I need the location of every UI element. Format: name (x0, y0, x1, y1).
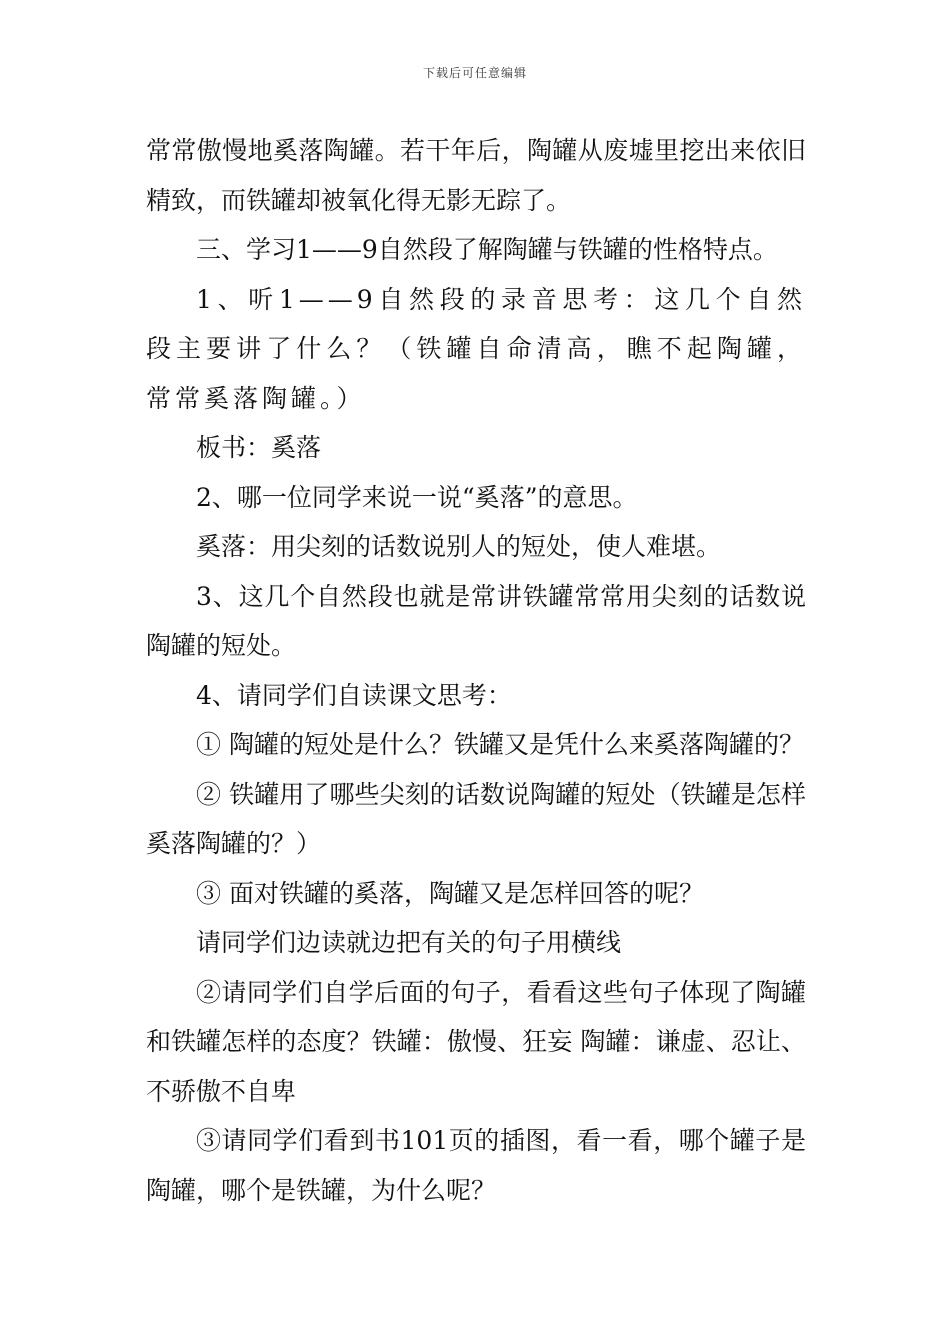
paragraph-4: 板书：奚落 (196, 433, 322, 462)
page-header: 下载后可任意编辑 (422, 66, 527, 80)
paragraph-9: ① 陶罐的短处是什么？铁罐又是凭什么来奚落陶罐的？ (196, 730, 804, 759)
paragraph-5: 2、哪一位同学来说一说“奚落”的意思。 (196, 482, 638, 512)
paragraph-1: 常常傲慢地奚落陶罐。若干年后，陶罐从废墟里挖出来依旧精致，而铁罐却被氧化得无影无踪了。 (146, 136, 806, 215)
paragraph-6: 奚落：用尖刻的话数说别人的短处，使人难堪。 (196, 532, 722, 561)
paragraph-7: 3、这几个自然段也就是常讲铁罐常常用尖刻的话数说陶罐的短处。 (146, 581, 806, 660)
paragraph-10: ② 铁罐用了哪些尖刻的话数说陶罐的短处（铁罐是怎样奚落陶罐的？） (146, 779, 806, 858)
paragraph-14: ③请同学们看到书101页的插图，看一看，哪个罐子是陶罐，哪个是铁罐，为什么呢？ (146, 1126, 806, 1205)
paragraph-13: ②请同学们自学后面的句子，看看这些句子体现了陶罐和铁罐怎样的态度？铁罐：傲慢、狂妄 陶罐：谦虚、忍让、不骄傲不自卑 (146, 977, 806, 1106)
paragraph-12: 请同学们边读就边把有关的句子用横线 (196, 928, 622, 957)
document-body (146, 126, 806, 1215)
paragraph-3: 1、听1——9自然段的录音思考：这几个自然段主要讲了什么？（铁罐自命清高，瞧不起陶罐，常常奚落陶罐。） (146, 284, 806, 413)
paragraph-8: 4、请同学们自读课文思考： (196, 680, 512, 710)
paragraph-11: ③ 面对铁罐的奚落，陶罐又是怎样回答的呢？ (196, 878, 704, 908)
paragraph-2: 三、学习1——9自然段了解陶罐与铁罐的性格特点。 (196, 235, 778, 264)
